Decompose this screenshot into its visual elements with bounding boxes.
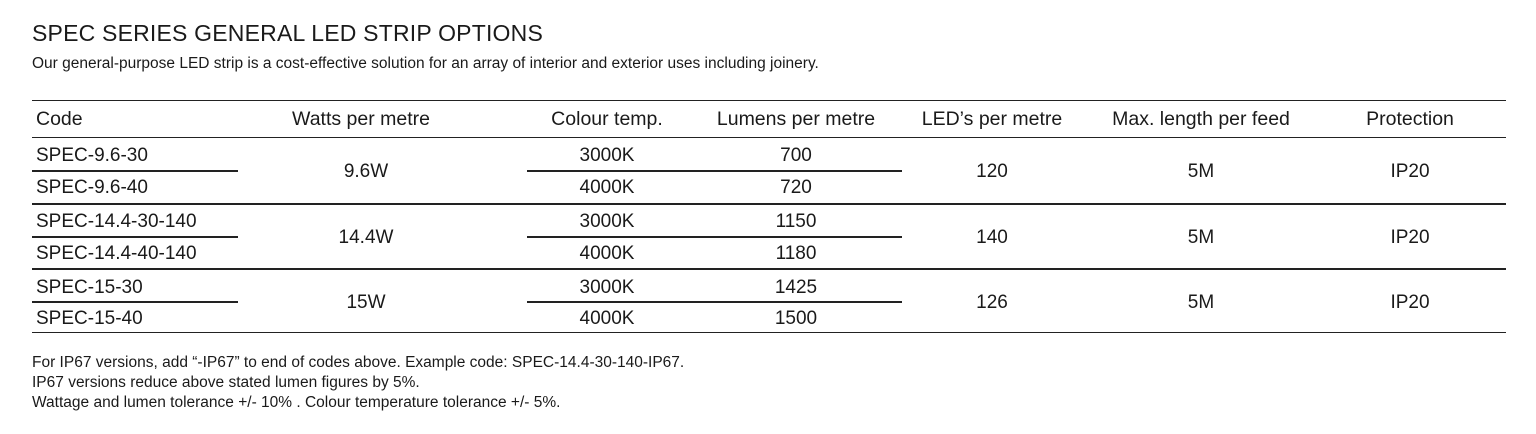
leds-cell: 140 [976, 227, 1008, 248]
row-divider [527, 301, 902, 303]
protection-cell: IP20 [1390, 292, 1430, 313]
colour-temp-cell: 4000K [579, 177, 635, 198]
code-cell: SPEC-14.4-30-140 [36, 211, 197, 232]
max-length-cell: 5M [1187, 161, 1215, 182]
max-length-cell: 5M [1187, 292, 1215, 313]
group-divider [32, 268, 1506, 270]
header-code: Code [36, 108, 83, 130]
lumens-cell: 1150 [775, 211, 817, 232]
row-divider [32, 236, 238, 238]
max-length-cell: 5M [1187, 227, 1215, 248]
header-colour-temp: Colour temp. [551, 108, 663, 130]
spec-table [32, 100, 1506, 333]
lumens-cell: 1425 [774, 277, 818, 298]
page-title: SPEC SERIES GENERAL LED STRIP OPTIONS [32, 20, 543, 46]
colour-temp-cell: 3000K [579, 211, 635, 232]
code-cell: SPEC-9.6-30 [36, 145, 148, 166]
lumens-cell: 1180 [775, 243, 817, 264]
watts-cell: 15W [346, 292, 386, 313]
footnote-line: Wattage and lumen tolerance +/- 10% . Colour temperature tolerance +/- 5%. [32, 394, 561, 411]
footnote-line: IP67 versions reduce above stated lumen figures by 5%. [32, 374, 420, 391]
group-divider [32, 203, 1506, 205]
lumens-cell: 720 [780, 177, 812, 198]
row-divider [527, 236, 902, 238]
watts-cell: 14.4W [338, 227, 394, 248]
lumens-cell: 1500 [774, 308, 818, 329]
code-cell: SPEC-15-30 [36, 277, 143, 298]
colour-temp-cell: 4000K [579, 308, 635, 329]
header-watts: Watts per metre [292, 108, 430, 130]
header-protection: Protection [1366, 108, 1454, 130]
code-cell: SPEC-15-40 [36, 308, 143, 329]
header-leds: LED’s per metre [921, 108, 1063, 130]
lumens-cell: 700 [780, 145, 812, 166]
page-subtitle: Our general-purpose LED strip is a cost-effective solution for an array of interior and exterior uses including joinery. [32, 55, 819, 72]
header-lumens: Lumens per metre [716, 108, 876, 130]
colour-temp-cell: 3000K [579, 145, 635, 166]
row-divider [32, 301, 238, 303]
code-cell: SPEC-14.4-40-140 [36, 243, 197, 264]
row-divider [527, 170, 902, 172]
footnote-line: For IP67 versions, add “-IP67” to end of codes above. Example code: SPEC-14.4-30-140-IP67. [32, 354, 685, 371]
header-divider [32, 137, 1506, 139]
footnotes [32, 353, 684, 413]
colour-temp-cell: 4000K [579, 243, 635, 264]
code-cell: SPEC-9.6-40 [36, 177, 148, 198]
watts-cell: 9.6W [343, 161, 389, 182]
protection-cell: IP20 [1390, 227, 1430, 248]
leds-cell: 126 [976, 292, 1008, 313]
header-max-length: Max. length per feed [1112, 108, 1290, 130]
row-divider [32, 170, 238, 172]
leds-cell: 120 [976, 161, 1008, 182]
colour-temp-cell: 3000K [579, 277, 635, 298]
protection-cell: IP20 [1390, 161, 1430, 182]
